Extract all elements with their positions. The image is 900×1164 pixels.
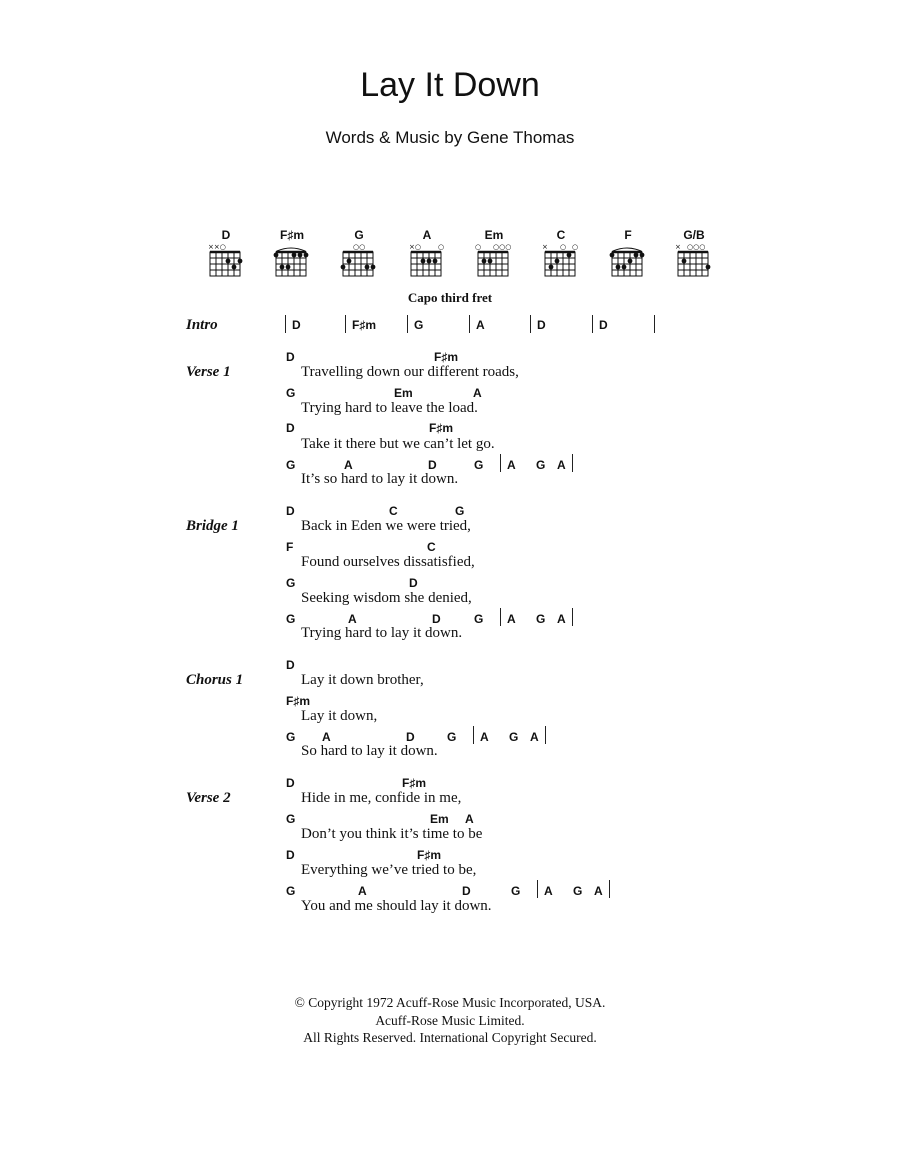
chord: D xyxy=(292,318,301,332)
bar-line xyxy=(572,608,573,626)
lyric-line: Don’t you think it’s time to be xyxy=(301,826,483,842)
chord: G xyxy=(455,504,465,518)
lyric-line: Hide in me, confide in me, xyxy=(301,790,462,806)
lyric-line: Take it there but we can’t let go. xyxy=(301,436,495,452)
svg-text:○: ○ xyxy=(572,243,579,251)
fretboard-icon xyxy=(541,242,581,278)
bar-line xyxy=(500,454,501,472)
bar-line xyxy=(592,315,593,333)
fretboard-icon xyxy=(674,242,714,278)
lyric-line: So hard to lay it down. xyxy=(301,743,438,759)
chord: F♯m xyxy=(352,318,376,332)
chord: C xyxy=(427,540,436,554)
lyric-line: Back in Eden we were tried, xyxy=(301,518,471,534)
section-label-verse-1: Verse 1 xyxy=(186,364,231,380)
chord: A xyxy=(476,318,485,332)
chord: A xyxy=(480,730,489,744)
chord: G xyxy=(286,730,296,744)
bar-line xyxy=(545,726,546,744)
chord: G xyxy=(286,386,296,400)
bar-line xyxy=(654,315,655,333)
copyright-line-1: © Copyright 1972 Acuff-Rose Music Incorporated, USA. xyxy=(294,995,606,1010)
chord: D xyxy=(286,350,295,364)
chord-diagram-d xyxy=(204,228,248,278)
chord: D xyxy=(462,884,471,898)
chord: G xyxy=(474,612,484,626)
svg-text:○: ○ xyxy=(560,243,567,251)
chord: G xyxy=(536,612,546,626)
bar-line xyxy=(469,315,470,333)
chord: A xyxy=(465,812,474,826)
chord-diagram-em xyxy=(472,228,516,278)
lyric-line: Lay it down, xyxy=(301,708,378,724)
lyric-line: Seeking wisdom she denied, xyxy=(301,590,472,606)
fretboard-icon xyxy=(608,242,648,278)
chord: A xyxy=(594,884,603,898)
copyright-line-3: All Rights Reserved. International Copyright Secured. xyxy=(303,1030,597,1045)
bar-line xyxy=(285,315,286,333)
section-label-intro: Intro xyxy=(186,317,218,333)
lyric-line: Travelling down our different roads, xyxy=(301,364,519,380)
bar-line xyxy=(537,880,538,898)
chord: A xyxy=(322,730,331,744)
lyric-line: Trying hard to lay it down. xyxy=(301,625,463,641)
chord: G xyxy=(511,884,521,898)
bar-line xyxy=(500,608,501,626)
chord: A xyxy=(507,612,516,626)
svg-text:○○○: ○○○ xyxy=(687,243,706,251)
chord: D xyxy=(286,504,295,518)
svg-text:○○: ○○ xyxy=(353,243,366,251)
chord: Em xyxy=(430,812,449,826)
capo-instruction: Capo third fret xyxy=(407,290,493,305)
chord: F♯m xyxy=(402,776,426,790)
chord-diagram-c xyxy=(539,228,583,278)
chord: D xyxy=(286,848,295,862)
chord: A xyxy=(507,458,516,472)
chord: G xyxy=(573,884,583,898)
chord-diagram-name: D xyxy=(221,228,231,242)
chord: D xyxy=(286,658,295,672)
bar-line xyxy=(345,315,346,333)
svg-text:××○: ××○ xyxy=(208,243,226,251)
section-label-bridge-1: Bridge 1 xyxy=(186,518,239,534)
chord-diagram-name: G/B xyxy=(683,228,705,242)
svg-text:×: × xyxy=(675,243,681,251)
chord-diagram-g xyxy=(337,228,381,278)
section-label-verse-2: Verse 2 xyxy=(186,790,231,806)
fretboard-icon xyxy=(407,242,447,278)
chord: D xyxy=(599,318,608,332)
chord: G xyxy=(286,576,296,590)
svg-text:×○: ×○ xyxy=(409,243,421,251)
chord: A xyxy=(344,458,353,472)
chord: D xyxy=(537,318,546,332)
chord: F♯m xyxy=(429,421,453,435)
chord: A xyxy=(544,884,553,898)
chord-diagram-name: F xyxy=(624,228,632,242)
chord: G xyxy=(536,458,546,472)
chord: G xyxy=(286,612,296,626)
chord: A xyxy=(348,612,357,626)
copyright-line-2: Acuff-Rose Music Limited. xyxy=(375,1013,525,1028)
bar-line xyxy=(407,315,408,333)
fretboard-icon xyxy=(474,242,514,278)
chord: D xyxy=(406,730,415,744)
bar-line xyxy=(530,315,531,333)
bar-line xyxy=(572,454,573,472)
svg-text:○: ○ xyxy=(475,243,482,251)
chord-diagram-g-over-b xyxy=(672,228,716,278)
chord: F♯m xyxy=(417,848,441,862)
lyric-line: It’s so hard to lay it down. xyxy=(301,471,459,487)
fretboard-icon xyxy=(272,242,312,278)
chord: D xyxy=(432,612,441,626)
chord: G xyxy=(447,730,457,744)
svg-text:○○○: ○○○ xyxy=(493,243,512,251)
chord-diagram-name: C xyxy=(556,228,566,242)
chord: A xyxy=(358,884,367,898)
chord: D xyxy=(428,458,437,472)
chord: Em xyxy=(394,386,413,400)
fretboard-icon xyxy=(339,242,379,278)
chord: G xyxy=(286,458,296,472)
chord: C xyxy=(389,504,398,518)
bar-line xyxy=(609,880,610,898)
lyric-line: Everything we’ve tried to be, xyxy=(301,862,477,878)
chord: F xyxy=(286,540,294,554)
chord-diagram-name: Em xyxy=(484,228,504,242)
chord-diagram-name: F♯m xyxy=(280,228,304,242)
chord: G xyxy=(474,458,484,472)
bar-line xyxy=(473,726,474,744)
song-title: Lay It Down xyxy=(360,66,540,104)
chord: D xyxy=(286,776,295,790)
chord: A xyxy=(530,730,539,744)
song-credits: Words & Music by Gene Thomas xyxy=(325,128,575,147)
fretboard-icon xyxy=(206,242,246,278)
chord-diagram-fsharp-m xyxy=(270,228,314,278)
chord: D xyxy=(286,421,295,435)
svg-text:×: × xyxy=(542,243,548,251)
chord: F♯m xyxy=(434,350,458,364)
chord: G xyxy=(509,730,519,744)
chord-diagram-name: A xyxy=(422,228,432,242)
chord: D xyxy=(409,576,418,590)
chord-diagram-name: G xyxy=(354,228,364,242)
chord: A xyxy=(557,458,566,472)
lyric-line: Trying hard to leave the load. xyxy=(301,400,478,416)
chord: G xyxy=(414,318,424,332)
chord-diagram-a xyxy=(405,228,449,278)
lyric-line: Found ourselves dissatisfied, xyxy=(301,554,475,570)
chord: F♯m xyxy=(286,694,310,708)
chord: A xyxy=(473,386,482,400)
chord-diagram-f xyxy=(606,228,650,278)
section-label-chorus-1: Chorus 1 xyxy=(186,672,244,688)
chord: G xyxy=(286,884,296,898)
lyric-line: Lay it down brother, xyxy=(301,672,424,688)
svg-text:○: ○ xyxy=(438,243,445,251)
chord: G xyxy=(286,812,296,826)
lyric-line: You and me should lay it down. xyxy=(301,898,492,914)
chord: A xyxy=(557,612,566,626)
